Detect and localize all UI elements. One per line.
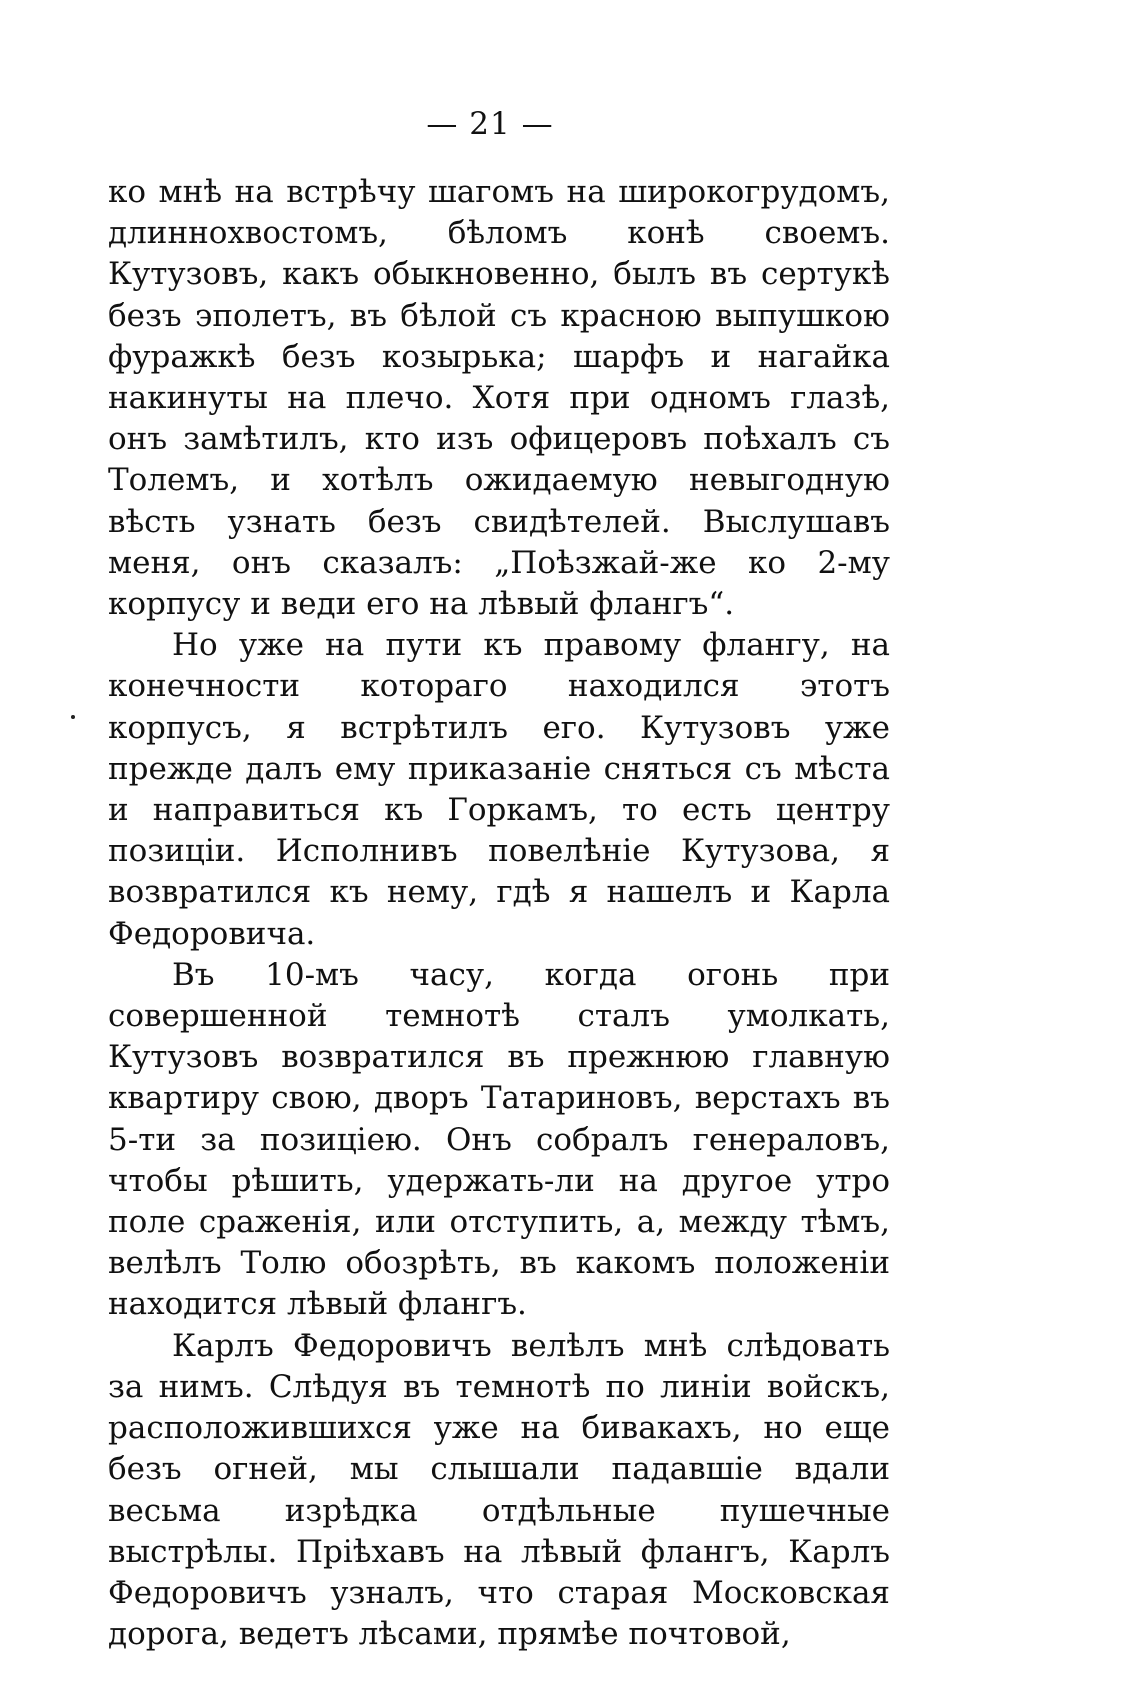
paragraph-2: Но уже на пути къ правому флангу, на конечности котораго находился этотъ корпусъ, я встрѣтилъ его. Кутузовъ уже прежде далъ ему приказаніе сняться съ мѣста и направиться къ Горкамъ, то есть центру позиціи. Исполнивъ повелѣніе Кутузова, я возвратился къ нему, гдѣ я нашелъ и Карла Федоровича. — [108, 627, 890, 952]
paragraph-1: ко мнѣ на встрѣчу шагомъ на широкогрудомъ, длиннохвостомъ, бѣломъ конѣ своемъ. Кутузовъ, какъ обыкновенно, былъ въ сертукѣ безъ эполетъ, въ бѣлой съ красною выпушкою фуражкѣ безъ козырька; шарфъ и нагайка накинуты на плечо. Хотя при одномъ глазѣ, онъ замѣтилъ, кто изъ офицеровъ поѣхалъ съ Толемъ, и хотѣлъ ожидаемую невыгодную вѣсть узнать безъ свидѣтелей. Выслушавъ меня, онъ сказалъ: „Поѣзжай-же ко 2-му корпусу и веди его на лѣвый флангъ“. — [108, 174, 890, 623]
page-number: — 21 — — [426, 106, 554, 142]
body-text — [108, 172, 890, 1655]
paragraph-4: Карлъ Федоровичъ велѣлъ мнѣ слѣдовать за нимъ. Слѣдуя въ темнотѣ по линіи войскъ, расположившихся уже на бивакахъ, но еще безъ огней, мы слышали падавшіе вдали весьма изрѣдка отдѣльные пушечные выстрѣлы. Пріѣхавъ на лѣвый флангъ, Карлъ Федоровичъ узналъ, что старая Московская дорога, ведетъ лѣсами, прямѣе почтовой, — [108, 1327, 890, 1653]
margin-ink-speck — [71, 715, 75, 719]
paragraph-3: Въ 10-мъ часу, когда огонь при совершенной темнотѣ сталъ умолкать, Кутузовъ возвратился въ прежнюю главную квартиру свою, дворъ Татариновъ, верстахъ въ 5-ти за позиціею. Онъ собралъ генераловъ, чтобы рѣшить, удержать-ли на другое утро поле сраженія, или отступить, а, между тѣмъ, велѣлъ Толю обозрѣть, въ какомъ положеніи находится лѣвый флангъ. — [108, 956, 890, 1323]
